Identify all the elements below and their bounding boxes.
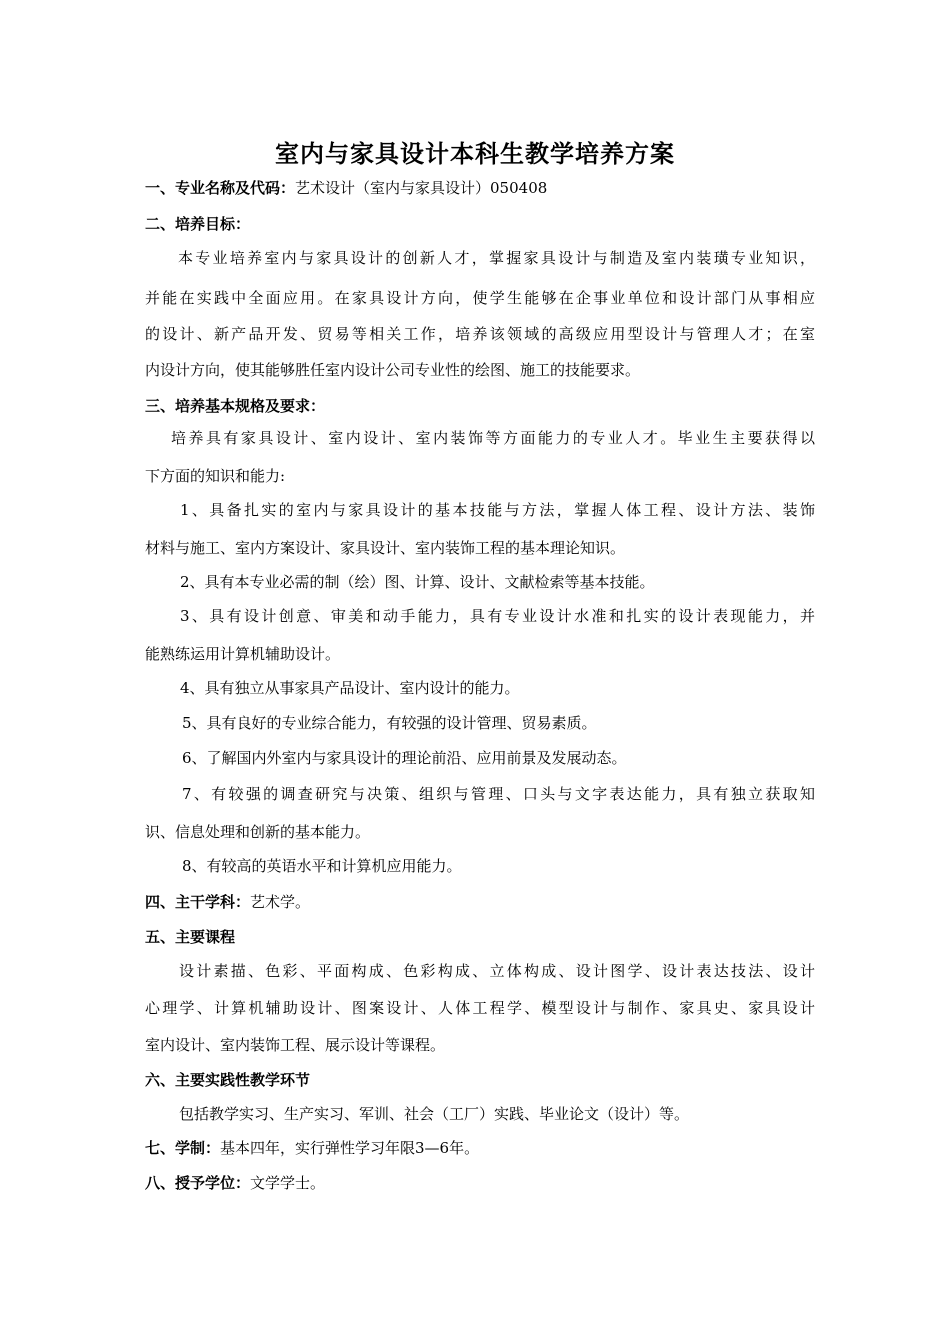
section-1-text: 艺术设计（室内与家具设计）050408 bbox=[295, 179, 548, 197]
section-8-text: 文学学士。 bbox=[250, 1174, 326, 1192]
section-5-line: 心理学、计算机辅助设计、图案设计、人体工程学、模型设计与制作、家具史、家具设计 bbox=[145, 999, 815, 1017]
section-3-line: 下方面的知识和能力: bbox=[145, 467, 286, 485]
section-8-degree bbox=[145, 1173, 815, 1193]
section-3-line: 培养具有家具设计、室内设计、室内装饰等方面能力的专业人才。毕业生主要获得以 bbox=[171, 429, 815, 447]
section-3-line: 2、具有本专业必需的制（绘）图、计算、设计、文献检索等基本技能。 bbox=[180, 573, 655, 591]
section-5-line: 室内设计、室内装饰工程、展示设计等课程。 bbox=[145, 1036, 446, 1054]
section-5-heading: 五、主要课程 bbox=[145, 928, 236, 946]
section-6-heading: 六、主要实践性教学环节 bbox=[145, 1071, 311, 1089]
section-4-text: 艺术学。 bbox=[250, 893, 311, 911]
section-3-line: 8、有较高的英语水平和计算机应用能力。 bbox=[182, 857, 462, 875]
section-3-line: 4、具有独立从事家具产品设计、室内设计的能力。 bbox=[180, 679, 520, 697]
section-3-line: 识、信息处理和创新的基本能力。 bbox=[145, 823, 371, 841]
section-1-heading: 一、专业名称及代码： bbox=[145, 179, 296, 197]
section-3-line: 5、具有良好的专业综合能力，有较强的设计管理、贸易素质。 bbox=[182, 714, 597, 732]
section-3-line: 1、具备扎实的室内与家具设计的基本技能与方法，掌握人体工程、设计方法、装饰 bbox=[180, 501, 815, 519]
section-7-schooling bbox=[145, 1138, 815, 1158]
section-6-line: 包括教学实习、生产实习、军训、社会（工厂）实践、毕业论文（设计）等。 bbox=[179, 1105, 690, 1123]
section-5-line: 设计素描、色彩、平面构成、色彩构成、立体构成、设计图学、设计表达技法、设计 bbox=[179, 962, 815, 980]
section-2-line: 并能在实践中全面应用。在家具设计方向，使学生能够在企事业单位和设计部门从事相应 bbox=[145, 289, 815, 307]
document-title: 室内与家具设计本科生教学培养方案 bbox=[275, 140, 675, 168]
section-4-main-discipline bbox=[145, 892, 815, 912]
section-7-heading: 七、学制： bbox=[145, 1139, 221, 1157]
section-2-line: 内设计方向，使其能够胜任室内设计公司专业性的绘图、施工的技能要求。 bbox=[145, 361, 641, 379]
section-3-line: 材料与施工、室内方案设计、家具设计、室内装饰工程的基本理论知识。 bbox=[145, 539, 626, 557]
section-7-text: 基本四年，实行弹性学习年限3—6年。 bbox=[220, 1139, 480, 1157]
section-8-heading: 八、授予学位： bbox=[145, 1174, 251, 1192]
section-2-line: 的设计、新产品开发、贸易等相关工作，培养该领域的高级应用型设计与管理人才；在室 bbox=[145, 325, 815, 343]
section-3-line: 7、有较强的调查研究与决策、组织与管理、口头与文字表达能力，具有独立获取知 bbox=[182, 785, 815, 803]
section-3-line: 6、了解国内外室内与家具设计的理论前沿、应用前景及发展动态。 bbox=[182, 749, 627, 767]
section-3-heading: 三、培养基本规格及要求： bbox=[145, 397, 326, 415]
section-1-major-code bbox=[145, 178, 815, 198]
section-2-heading: 二、培养目标： bbox=[145, 215, 251, 233]
section-3-line: 能熟练运用计算机辅助设计。 bbox=[145, 645, 341, 663]
section-3-line: 3、具有设计创意、审美和动手能力，具有专业设计水准和扎实的设计表现能力，并 bbox=[180, 607, 815, 625]
section-2-line: 本专业培养室内与家具设计的创新人才，掌握家具设计与制造及室内装璜专业知识， bbox=[178, 249, 815, 267]
section-4-heading: 四、主干学科： bbox=[145, 893, 251, 911]
